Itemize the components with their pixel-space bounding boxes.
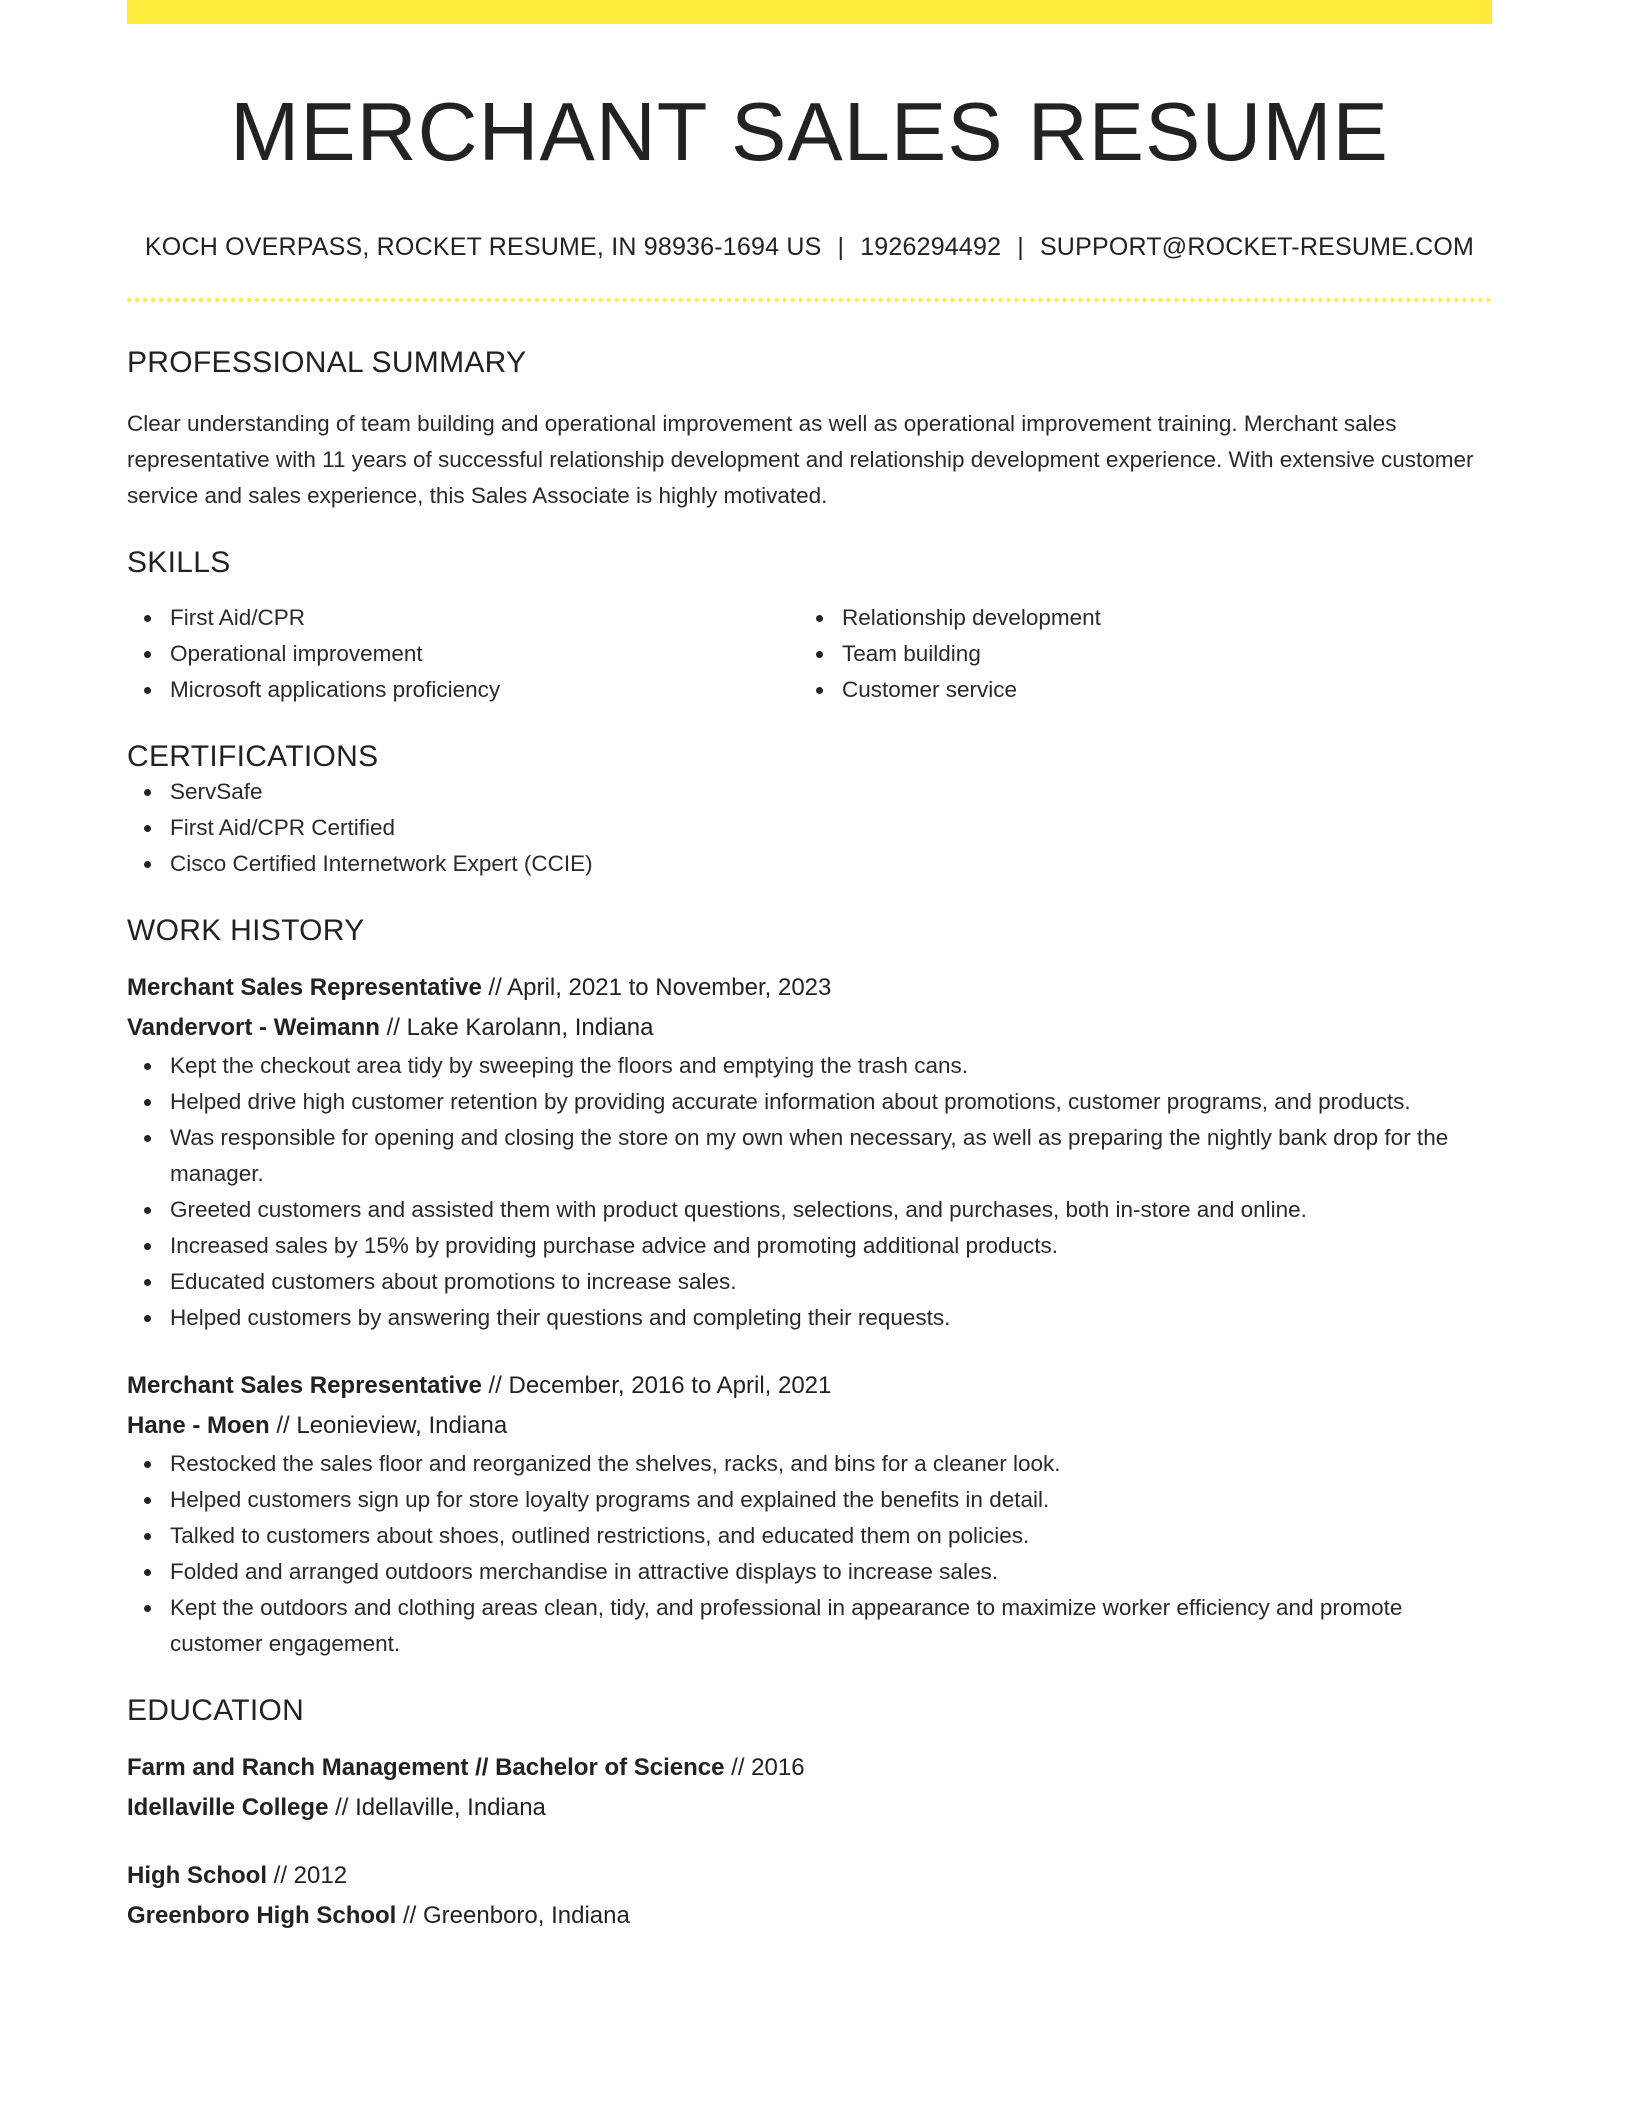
skill-item: Customer service bbox=[799, 672, 1471, 708]
job-bullets bbox=[127, 1446, 1492, 1662]
education-school-line bbox=[127, 1896, 1492, 1936]
job-bullets bbox=[127, 1048, 1492, 1336]
job-role-line bbox=[127, 1366, 1492, 1406]
contact-separator: | bbox=[1017, 233, 1024, 262]
skills-list-right bbox=[799, 600, 1471, 708]
skill-item: First Aid/CPR bbox=[127, 600, 799, 636]
job-role-line bbox=[127, 968, 1492, 1008]
skill-item: Relationship development bbox=[799, 600, 1471, 636]
education-entry bbox=[127, 1748, 1492, 1828]
job-location: // Leonieview, Indiana bbox=[269, 1412, 508, 1440]
job-bullet: Was responsible for opening and closing the store on my own when necessary, as well as preparing the nightly bank drop for the manager. bbox=[127, 1120, 1492, 1192]
contact-line bbox=[127, 233, 1492, 262]
job-bullet: Helped customers sign up for store loyalty programs and explained the benefits in detail. bbox=[127, 1482, 1492, 1518]
education-degree-line bbox=[127, 1748, 1492, 1788]
summary-text: Clear understanding of team building and operational improvement as well as operational improvement training. Merchant sales representative with 11 years of successful relationship development and relationship development experience. With extensive customer service and sales experience, this Sales Associate is highly motivated. bbox=[127, 411, 1474, 509]
certification-item: First Aid/CPR Certified bbox=[127, 810, 1492, 846]
contact-email: SUPPORT@ROCKET-RESUME.COM bbox=[1039, 233, 1475, 262]
certification-item: ServSafe bbox=[127, 774, 1492, 810]
job-bullet: Greeted customers and assisted them with product questions, selections, and purchases, both in-store and online. bbox=[127, 1192, 1492, 1228]
skill-item: Operational improvement bbox=[127, 636, 799, 672]
job-dates: // April, 2021 to November, 2023 bbox=[481, 974, 832, 1002]
job-bullet: Kept the checkout area tidy by sweeping the floors and emptying the trash cans. bbox=[127, 1048, 1492, 1084]
job-bullet: Helped drive high customer retention by providing accurate information about promotions, customer programs, and products. bbox=[127, 1084, 1492, 1120]
resume-title: MERCHANT SALES RESUME bbox=[230, 85, 1389, 178]
contact-address: KOCH OVERPASS, ROCKET RESUME, IN 98936-1694 US bbox=[144, 233, 822, 262]
job-role: Merchant Sales Representative bbox=[127, 974, 482, 1002]
top-accent-bar bbox=[127, 0, 1492, 24]
education-year: // 2012 bbox=[267, 1862, 348, 1890]
education-location: // Greenboro, Indiana bbox=[396, 1902, 630, 1930]
job-entry bbox=[127, 1366, 1492, 1662]
job-company: Hane - Moen bbox=[127, 1412, 270, 1440]
job-company-line bbox=[127, 1008, 1492, 1048]
section-title-skills: SKILLS bbox=[127, 546, 231, 580]
education-degree: Farm and Ranch Management // Bachelor of Science bbox=[127, 1754, 725, 1782]
job-dates: // December, 2016 to April, 2021 bbox=[481, 1372, 832, 1400]
header-divider bbox=[127, 298, 1492, 302]
skills-grid bbox=[127, 600, 1492, 708]
education-entry bbox=[127, 1856, 1492, 1936]
skills-list-left bbox=[127, 600, 799, 708]
skill-item: Team building bbox=[799, 636, 1471, 672]
contact-phone: 1926294492 bbox=[860, 233, 1002, 262]
education-degree: High School bbox=[127, 1862, 267, 1890]
skill-item: Microsoft applications proficiency bbox=[127, 672, 799, 708]
certification-item: Cisco Certified Internetwork Expert (CCIE) bbox=[127, 846, 1492, 882]
education-year: // 2016 bbox=[724, 1754, 805, 1782]
section-title-summary: PROFESSIONAL SUMMARY bbox=[127, 346, 527, 380]
job-bullet: Kept the outdoors and clothing areas clean, tidy, and professional in appearance to maximize worker efficiency and promote customer engagement. bbox=[127, 1590, 1492, 1662]
contact-separator: | bbox=[837, 233, 845, 262]
job-role: Merchant Sales Representative bbox=[127, 1372, 482, 1400]
job-bullet: Talked to customers about shoes, outlined restrictions, and educated them on policies. bbox=[127, 1518, 1492, 1554]
education-school: Greenboro High School bbox=[127, 1902, 397, 1930]
job-company-line bbox=[127, 1406, 1492, 1446]
section-title-certifications: CERTIFICATIONS bbox=[127, 740, 379, 774]
job-entry bbox=[127, 968, 1492, 1336]
job-bullet: Restocked the sales floor and reorganized the shelves, racks, and bins for a cleaner look. bbox=[127, 1446, 1492, 1482]
section-title-education: EDUCATION bbox=[127, 1694, 305, 1728]
education-location: // Idellaville, Indiana bbox=[328, 1794, 546, 1822]
education-degree-line bbox=[127, 1856, 1492, 1896]
education-school-line bbox=[127, 1788, 1492, 1828]
job-bullet: Folded and arranged outdoors merchandise in attractive displays to increase sales. bbox=[127, 1554, 1492, 1590]
job-company: Vandervort - Weimann bbox=[127, 1014, 380, 1042]
certifications-list bbox=[127, 774, 1492, 882]
job-bullet: Educated customers about promotions to increase sales. bbox=[127, 1264, 1492, 1300]
education-school: Idellaville College bbox=[127, 1794, 329, 1822]
resume-page bbox=[127, 0, 1492, 1936]
job-location: // Lake Karolann, Indiana bbox=[379, 1014, 654, 1042]
job-bullet: Increased sales by 15% by providing purchase advice and promoting additional products. bbox=[127, 1228, 1492, 1264]
section-title-work-history: WORK HISTORY bbox=[127, 914, 365, 948]
job-bullet: Helped customers by answering their questions and completing their requests. bbox=[127, 1300, 1492, 1336]
